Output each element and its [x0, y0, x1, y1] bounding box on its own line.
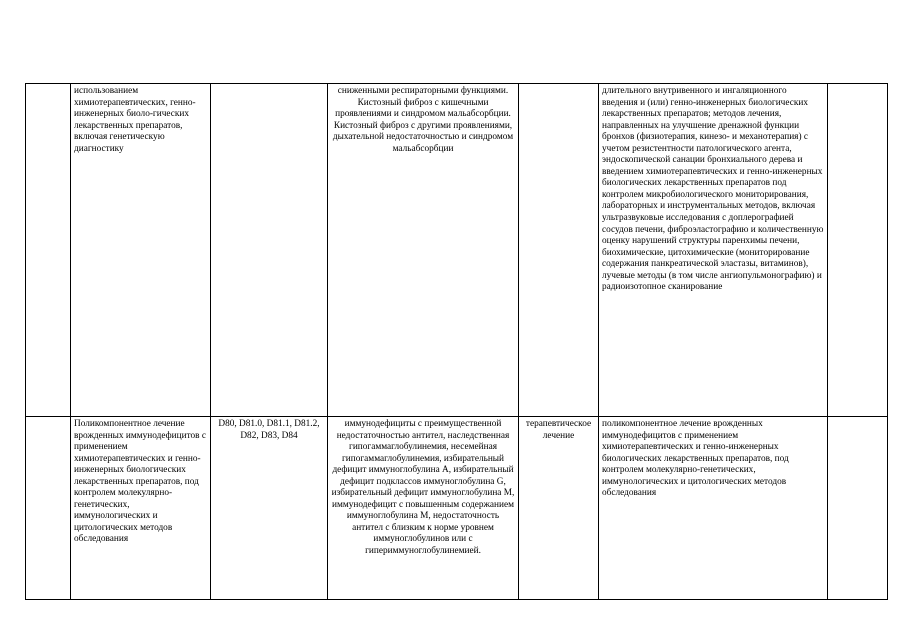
cell-icd-codes [211, 84, 328, 417]
cell-number [26, 84, 71, 417]
cell-icd-codes: D80, D81.0, D81.1, D81.2, D82, D83, D84 [211, 417, 328, 600]
cell-treatment-method: длительного внутривенного и ингаляционного введения и (или) генно-инженерных биологических лекарственных препаратов; методов лечения, направленных на улучшение дренажной функции бронхов (физиотерапия, кинезо- и механотерапия) с учетом резистентности патологического агента, эндоскопической санации бронхиального дерева и введением химиотерапевтических и генно-инженерных биологических лекарственных препаратов под контролем микробиологического мониторирования, лабораторных и инструментальных методов, включая ультразвуковые исследования с доплерографией сосудов печени, фиброэластографию и количественную оценку нарушений структуры паренхимы печени, биохимические, цитохимические (мониторирование содержания панкреатической эластазы, витаминов), лучевые методы (в том числе ангиопульмонографию) и радиоизотопное сканирование [599, 84, 828, 417]
cell-treatment-type: терапевтическое лечение [519, 417, 599, 600]
cell-diagnosis: сниженными респираторными функциями. Кистозный фиброз с кишечными проявлениями и синдромом мальабсорбции. Кистозный фиброз с другими проявлениями, дыхательной недостаточностью и синдромом мальабсорбции [328, 84, 519, 417]
treatment-table [25, 83, 888, 600]
cell-standard [828, 84, 888, 417]
table-row [26, 417, 888, 600]
table-row [26, 84, 888, 417]
cell-number [26, 417, 71, 600]
cell-diagnosis: иммунодефициты с преимущественной недостаточностью антител, наследственная гипогаммаглобулинемия, несемейная гипогаммаглобулинемия, избирательный дефицит иммуноглобулина A, избирательный дефицит подклассов иммуноглобулина G, избирательный дефицит иммуноглобулина M, иммунодефицит с повышенным содержанием иммуноглобулина M, недостаточность антител с близким к норме уровнем иммуноглобулинов или с гипериммуноглобулинемией. [328, 417, 519, 600]
cell-method-name: использованием химиотерапевтических, генно-инженерных биоло-гических лекарственных препаратов, включая генетическую диагностику [71, 84, 211, 417]
cell-treatment-type [519, 84, 599, 417]
cell-method-name: Поликомпонентное лечение врожденных иммунодефицитов с применением химиотерапевтических и генно-инженерных биологических лекарственных препаратов, под контролем молекулярно-генетических, иммунологических и цитологических методов обследования [71, 417, 211, 600]
cell-treatment-method: поликомпонентное лечение врожденных иммунодефицитов с применением химиотерапевтических и генно-инженерных биологических лекарственных препаратов, под контролем молекулярно-генетических, иммунологических и цитологических методов обследования [599, 417, 828, 600]
cell-standard [828, 417, 888, 600]
